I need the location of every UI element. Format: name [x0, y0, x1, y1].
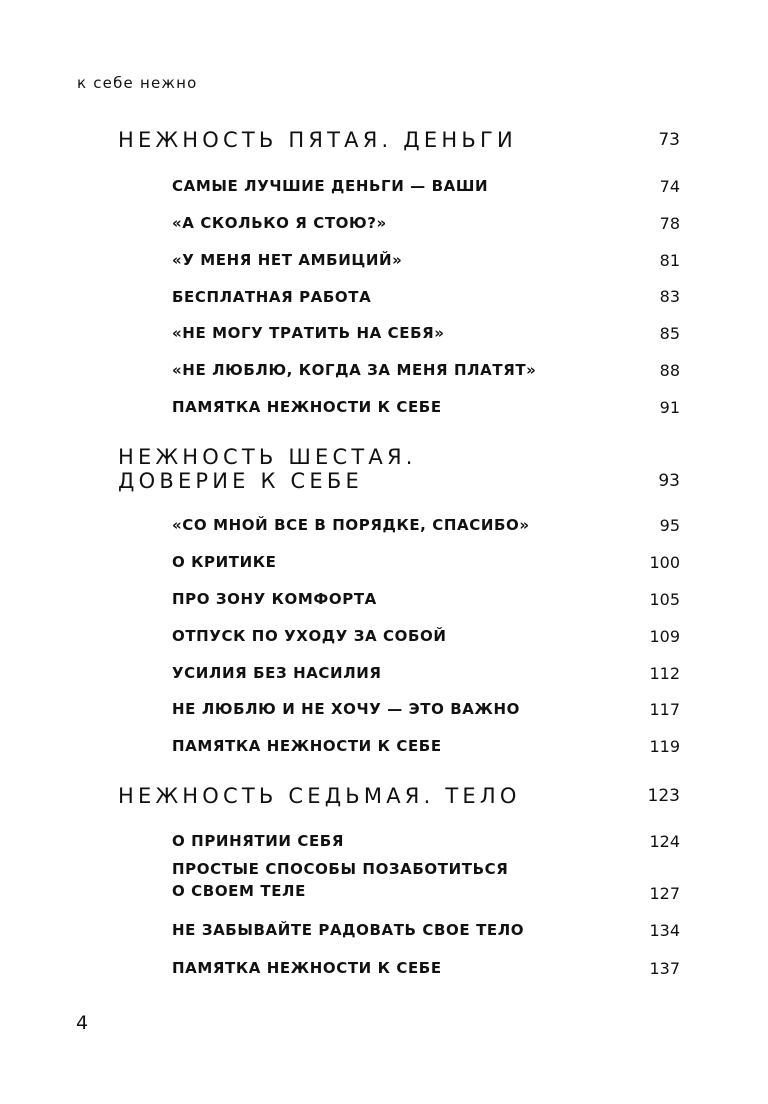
title-line: ПРОСТЫЕ СПОСОБЫ ПОЗАБОТИТЬСЯ [172, 860, 509, 878]
chapter-title [172, 212, 387, 234]
toc-page-number: 81 [659, 251, 680, 270]
chapter-title [172, 175, 488, 197]
running-head: к себе нежно [77, 74, 198, 92]
toc-page-number: 124 [649, 832, 680, 851]
toc-page-number: 105 [649, 590, 680, 609]
chapter-title [172, 858, 508, 902]
toc-page-number: 119 [649, 737, 680, 756]
title-line: О КРИТИКЕ [172, 553, 277, 571]
chapter-title [172, 698, 520, 720]
chapter-title [172, 286, 371, 308]
title-line: НЕЖНОСТЬ СЕДЬМАЯ. ТЕЛО [118, 784, 521, 808]
toc-page-number: 78 [659, 214, 680, 233]
title-line: УСИЛИЯ БЕЗ НАСИЛИЯ [172, 664, 382, 682]
title-line: БЕСПЛАТНАЯ РАБОТА [172, 288, 372, 306]
title-line: НЕ ЗАБЫВАЙТЕ РАДОВАТЬ СВОЕ ТЕЛО [172, 921, 525, 939]
chapter-title [172, 322, 445, 344]
title-line: САМЫЕ ЛУЧШИЕ ДЕНЬГИ — ВАШИ [172, 177, 489, 195]
title-line: ПАМЯТКА НЕЖНОСТИ К СЕБЕ [172, 959, 442, 977]
chapter-title [172, 249, 402, 271]
chapter-title [172, 551, 276, 573]
toc-page-number: 137 [649, 959, 680, 978]
title-line: НЕЖНОСТЬ ШЕСТАЯ. [118, 445, 417, 469]
chapter-title [172, 625, 447, 647]
title-line: «НЕ ЛЮБЛЮ, КОГДА ЗА МЕНЯ ПЛАТЯТ» [172, 361, 537, 379]
toc-page-number: 95 [659, 516, 680, 535]
chapter-title [172, 919, 524, 941]
chapter-title [172, 514, 530, 536]
toc-page-number: 93 [658, 471, 680, 491]
toc-page-number: 91 [659, 398, 680, 417]
chapter-title [172, 957, 442, 979]
title-line: О ПРИНЯТИИ СЕБЯ [172, 832, 344, 850]
toc-page-number: 73 [658, 130, 680, 150]
part-title [118, 128, 517, 152]
title-line: «НЕ МОГУ ТРАТИТЬ НА СЕБЯ» [172, 324, 445, 342]
chapter-title [172, 588, 377, 610]
toc-page-number: 88 [659, 361, 680, 380]
chapter-title [172, 396, 442, 418]
title-line: ПАМЯТКА НЕЖНОСТИ К СЕБЕ [172, 398, 442, 416]
toc-page-number: 74 [659, 177, 680, 196]
title-line: «СО МНОЙ ВСЕ В ПОРЯДКЕ, СПАСИБО» [172, 516, 530, 534]
title-line: ПРО ЗОНУ КОМФОРТА [172, 590, 377, 608]
title-line: «А СКОЛЬКО Я СТОЮ?» [172, 214, 387, 232]
title-line: «У МЕНЯ НЕТ АМБИЦИЙ» [172, 251, 403, 269]
toc-page-number: 109 [649, 627, 680, 646]
title-line: ДОВЕРИЕ К СЕБЕ [118, 469, 363, 493]
toc-page-number: 85 [659, 324, 680, 343]
chapter-title [172, 662, 382, 684]
title-line: О СВОЕМ ТЕЛЕ [172, 882, 306, 900]
toc-page-number: 127 [649, 884, 680, 903]
title-line: НЕЖНОСТЬ ПЯТАЯ. ДЕНЬГИ [118, 128, 517, 152]
title-line: ПАМЯТКА НЕЖНОСТИ К СЕБЕ [172, 737, 442, 755]
toc-page-number: 100 [649, 553, 680, 572]
toc-page-number: 112 [649, 664, 680, 683]
chapter-title [172, 735, 442, 757]
part-title [118, 784, 521, 808]
page-number: 4 [76, 1012, 89, 1034]
title-line: НЕ ЛЮБЛЮ И НЕ ХОЧУ — ЭТО ВАЖНО [172, 700, 520, 718]
chapter-title [172, 830, 344, 852]
title-line: ОТПУСК ПО УХОДУ ЗА СОБОЙ [172, 627, 447, 645]
toc-page-number: 117 [649, 700, 680, 719]
chapter-title [172, 359, 536, 381]
toc-page-number: 134 [649, 921, 680, 940]
toc-page-number: 83 [659, 287, 680, 306]
toc-page-number: 123 [647, 786, 680, 806]
part-title [118, 445, 417, 493]
